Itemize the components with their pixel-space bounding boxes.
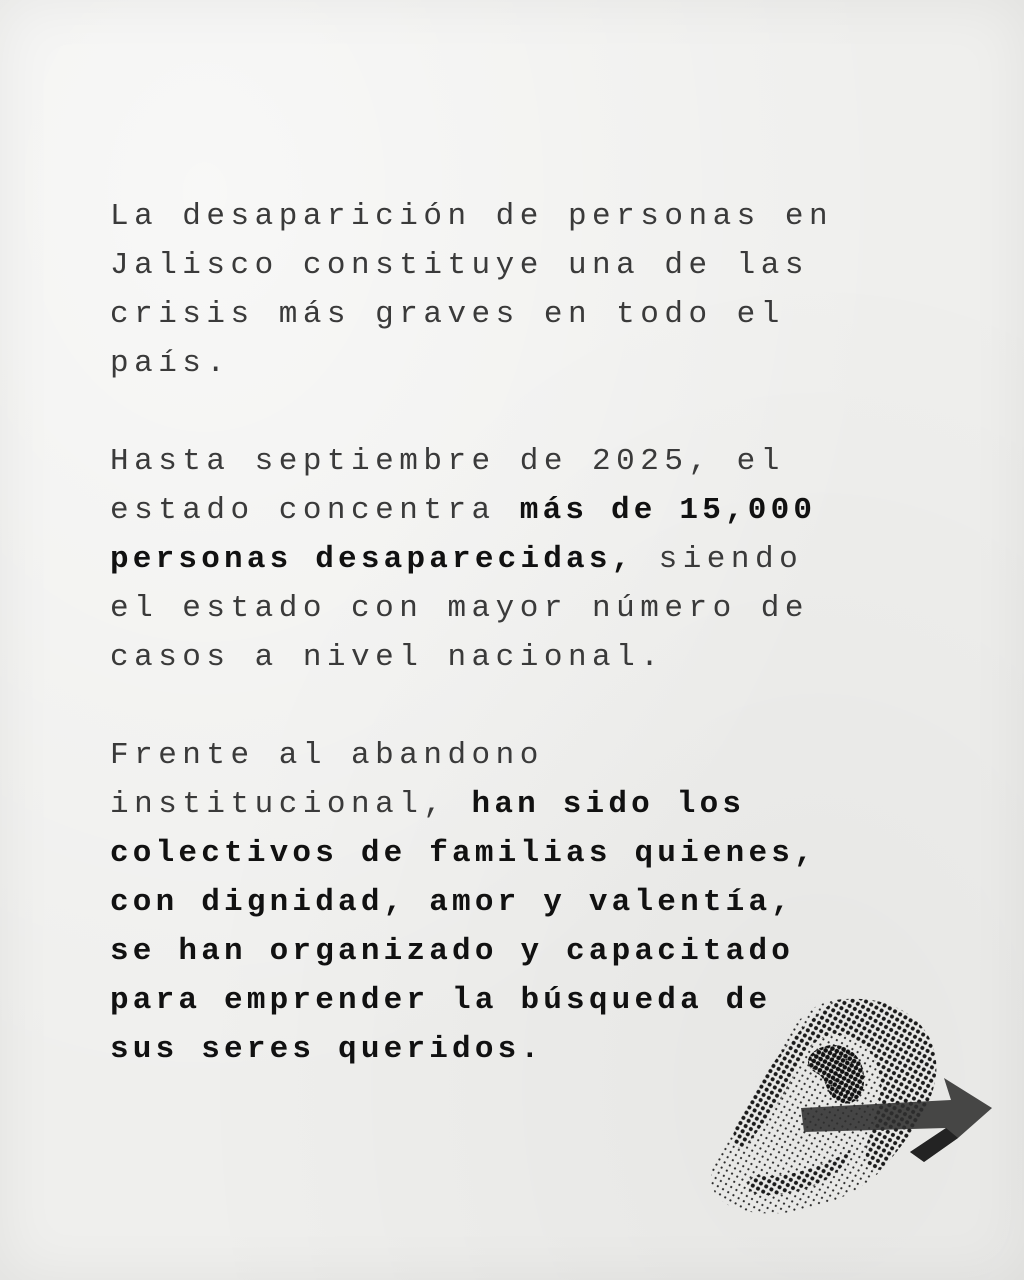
text-line: Frente al abandono	[110, 738, 544, 773]
paragraph-statistics	[110, 437, 910, 682]
text-normal: estado concentra	[110, 493, 520, 528]
highlight-collectives: colectivos de familias quienes,	[110, 836, 817, 871]
text-line: el estado con mayor número de	[110, 591, 809, 626]
paragraph-intro	[110, 192, 910, 388]
text-line	[110, 780, 910, 829]
text-line	[110, 535, 910, 584]
text-line: casos a nivel nacional.	[110, 640, 665, 675]
highlight-collectives: han sido los	[471, 787, 746, 822]
text-line: Jalisco constituye una de las	[110, 248, 809, 283]
highlight-collectives: sus seres queridos.	[110, 1032, 544, 1067]
document-body	[110, 192, 910, 1074]
text-line: país.	[110, 346, 231, 381]
text-normal: siendo	[634, 542, 804, 577]
highlight-collectives: con dignidad, amor y valentía,	[110, 885, 795, 920]
highlight-collectives: se han organizado y capacitado	[110, 934, 795, 969]
halftone-ear-icon	[696, 990, 996, 1230]
text-line: La desaparición de personas en	[110, 199, 834, 234]
text-line: crisis más graves en todo el	[110, 297, 785, 332]
text-normal: institucional,	[110, 787, 472, 822]
highlight-count: personas desaparecidas,	[110, 542, 635, 577]
text-line	[110, 486, 910, 535]
highlight-collectives: para emprender la búsqueda de	[110, 983, 772, 1018]
highlight-count: más de 15,000	[519, 493, 817, 528]
text-line: Hasta septiembre de 2025, el	[110, 444, 785, 479]
